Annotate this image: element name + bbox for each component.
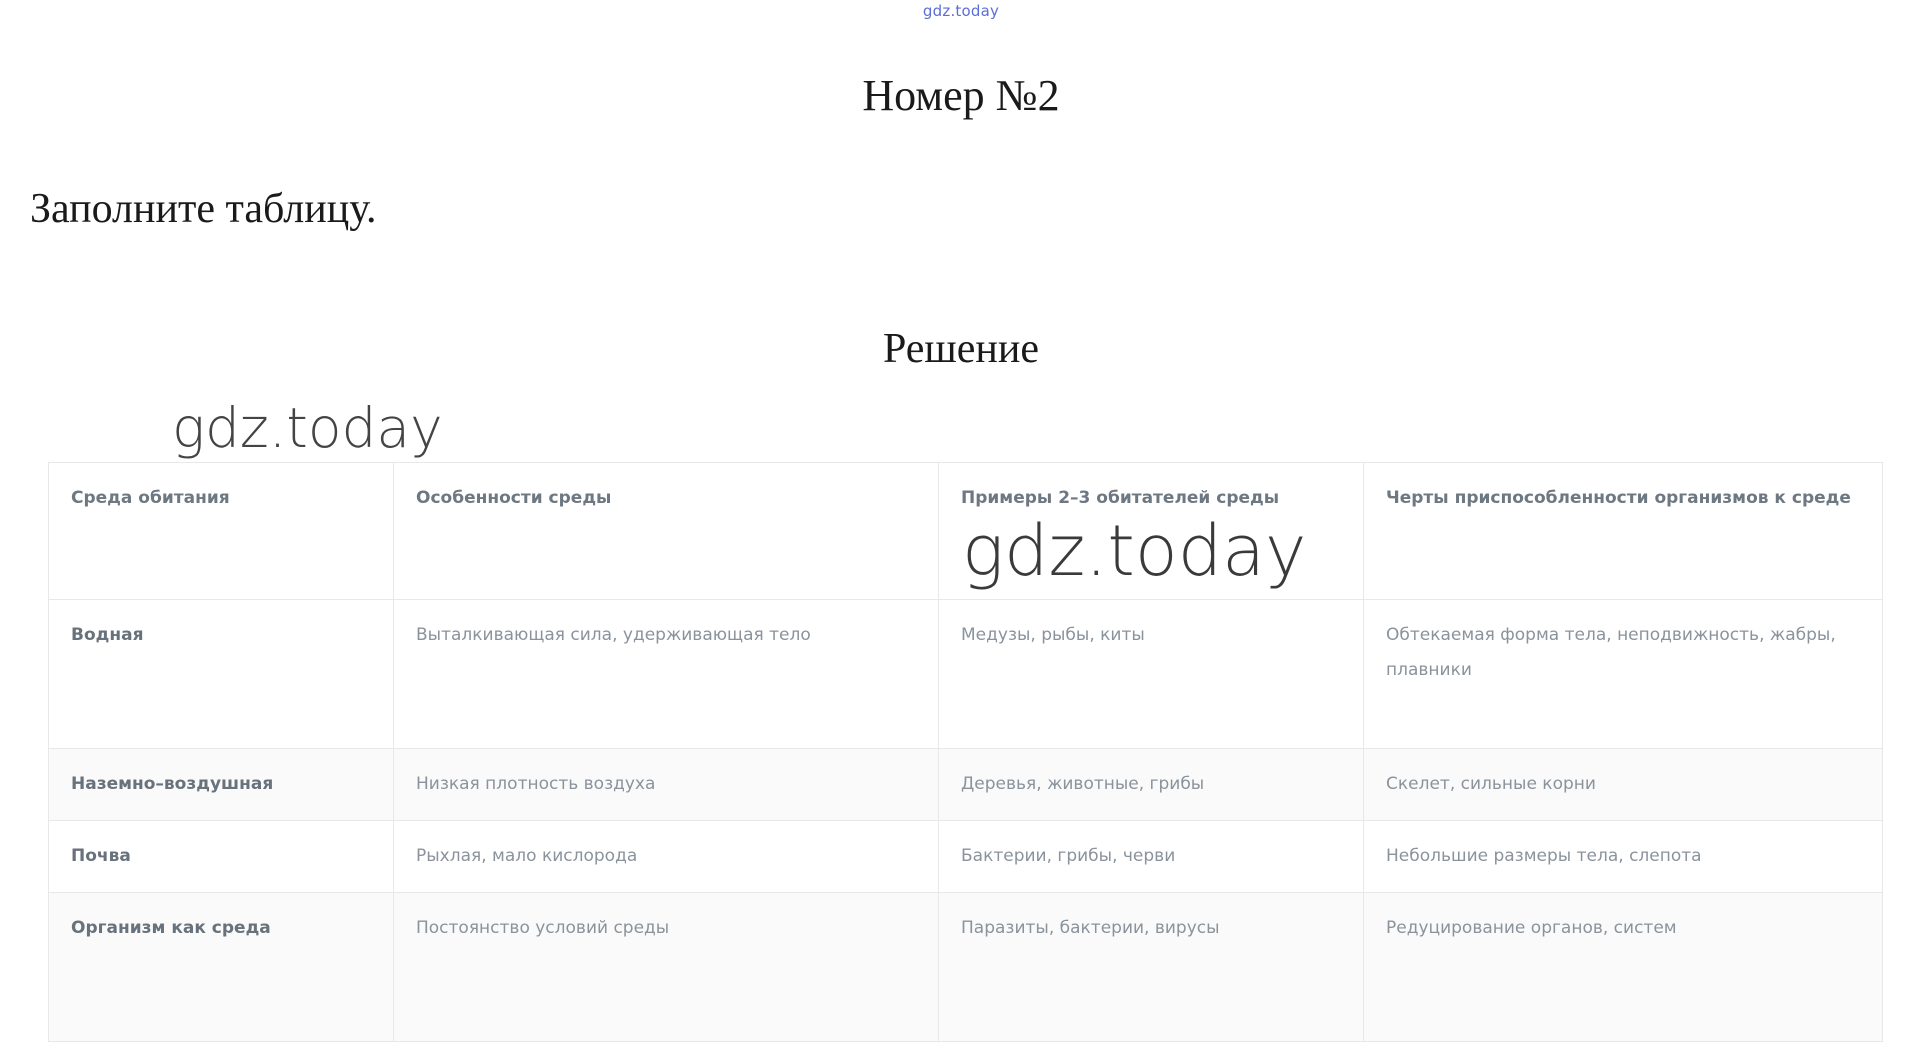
cell-features: Выталкивающая сила, удерживающая тело bbox=[394, 600, 939, 749]
cell-adaptations: Обтекаемая форма тела, неподвижность, жабры, плавники bbox=[1364, 600, 1883, 749]
top-watermark: gdz.today bbox=[922, 2, 1000, 20]
cell-habitat: Организм как среда bbox=[49, 892, 394, 1041]
table-header-row bbox=[49, 463, 1883, 600]
table-header-habitat: Среда обитания bbox=[49, 463, 394, 600]
cell-adaptations: Небольшие размеры тела, слепота bbox=[1364, 820, 1883, 892]
cell-features: Постоянство условий среды bbox=[394, 892, 939, 1041]
table-row bbox=[49, 892, 1883, 1041]
habitat-table-container bbox=[48, 462, 1883, 1042]
cell-examples: Бактерии, грибы, черви bbox=[939, 820, 1364, 892]
cell-adaptations: Скелет, сильные корни bbox=[1364, 749, 1883, 821]
cell-examples: Медузы, рыбы, киты bbox=[939, 600, 1364, 749]
table-row bbox=[49, 820, 1883, 892]
table-header-adaptations: Черты приспособленности организмов к среде bbox=[1364, 463, 1883, 600]
page-title: Номер №2 bbox=[862, 71, 1060, 120]
cell-features: Низкая плотность воздуха bbox=[394, 749, 939, 821]
cell-habitat: Почва bbox=[49, 820, 394, 892]
solution-label: Решение bbox=[882, 326, 1040, 372]
cell-examples: Паразиты, бактерии, вирусы bbox=[939, 892, 1364, 1041]
table-header-features: Особенности среды bbox=[394, 463, 939, 600]
table-header-examples: Примеры 2–3 обитателей среды bbox=[939, 463, 1364, 600]
table-row bbox=[49, 749, 1883, 821]
cell-examples: Деревья, животные, грибы bbox=[939, 749, 1364, 821]
habitat-table bbox=[48, 462, 1883, 1042]
watermark-center: gdz.today bbox=[962, 510, 1307, 592]
watermark-left-top: gdz.today bbox=[172, 396, 443, 460]
cell-habitat: Водная bbox=[49, 600, 394, 749]
table-row bbox=[49, 600, 1883, 749]
cell-habitat: Наземно–воздушная bbox=[49, 749, 394, 821]
instruction-text: Заполните таблицу. bbox=[30, 186, 377, 232]
cell-adaptations: Редуцирование органов, систем bbox=[1364, 892, 1883, 1041]
cell-features: Рыхлая, мало кислорода bbox=[394, 820, 939, 892]
